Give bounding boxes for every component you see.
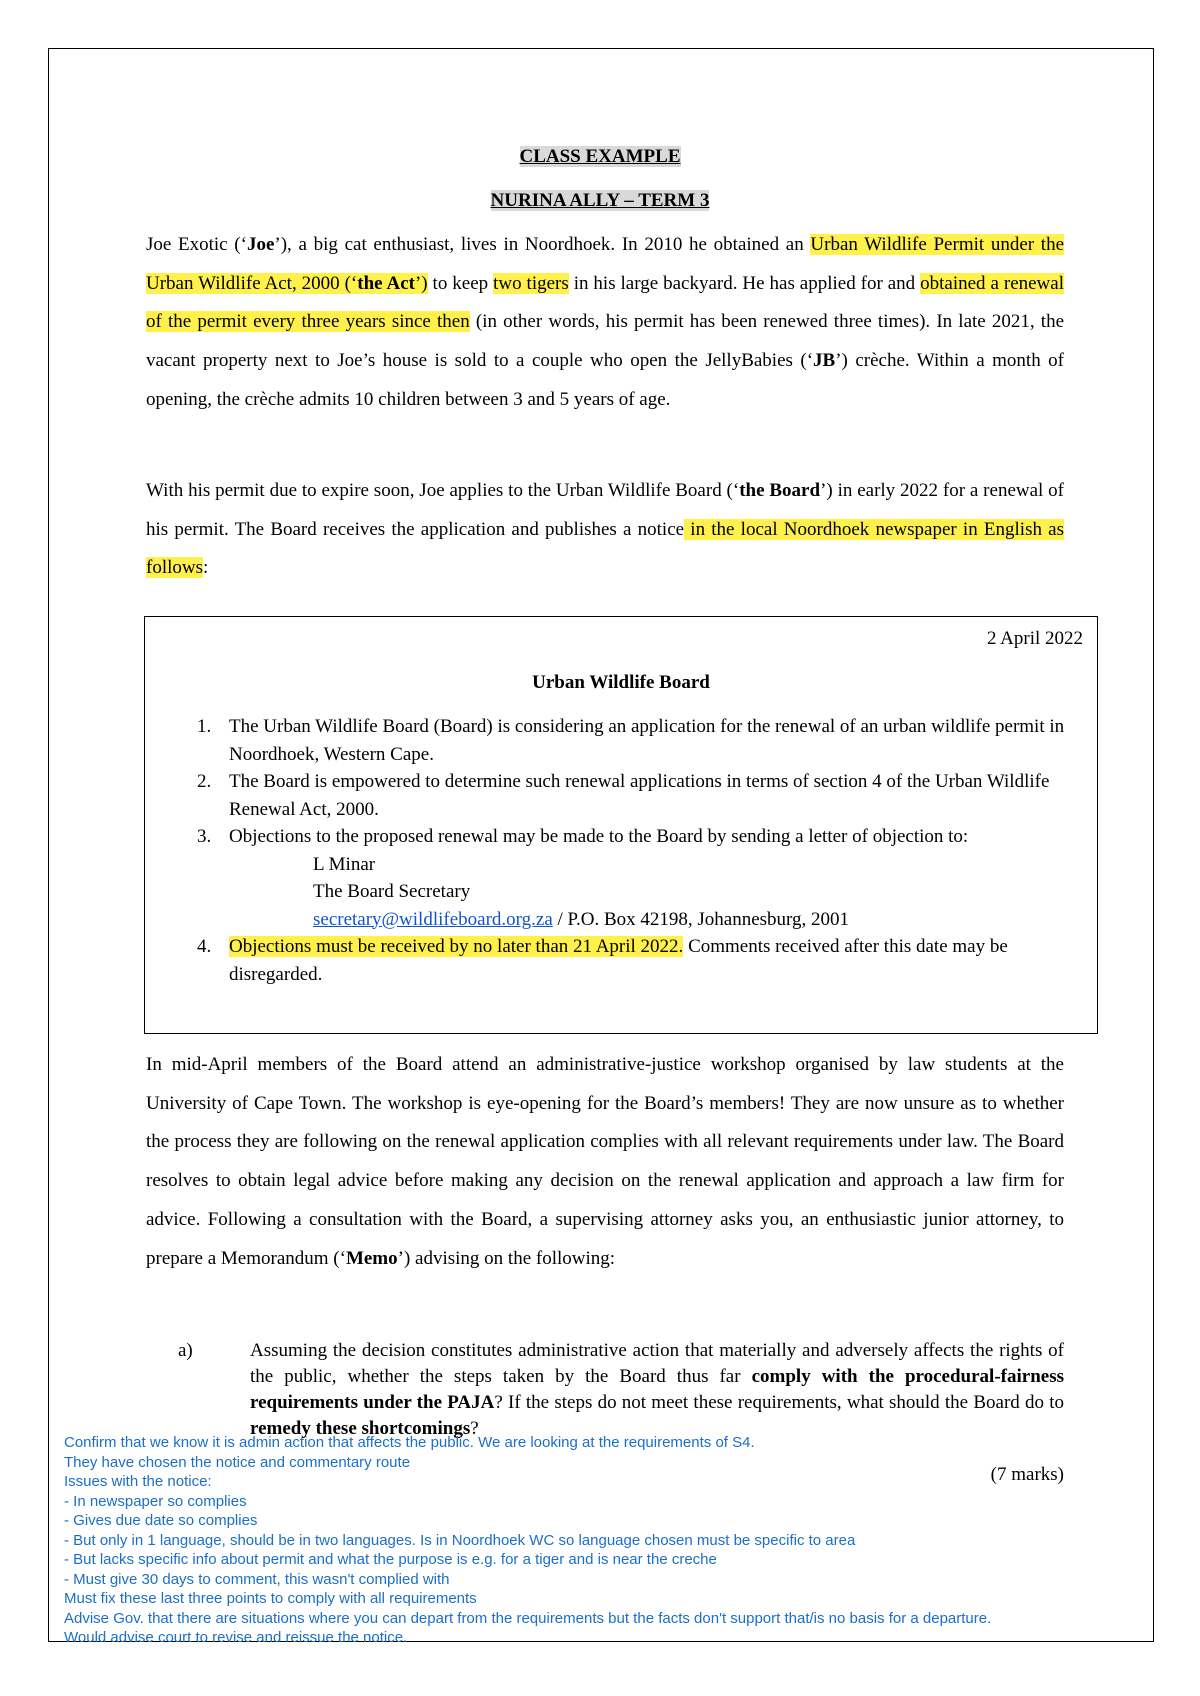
comment-line: They have chosen the notice and commentary route <box>64 1453 411 1471</box>
document-subtitle: NURINA ALLY – TERM 3 <box>490 190 710 211</box>
notice-item: 2. The Board is empowered to determine such renewal applications in terms of section 4 of the Urban Wildlife Renewal Act, 2000. <box>197 771 1050 820</box>
document-title: CLASS EXAMPLE <box>519 146 681 167</box>
email-link[interactable]: secretary@wildlifeboard.org.za <box>313 908 553 930</box>
marks-allocation: (7 marks) <box>990 1464 1064 1485</box>
question-label: a) <box>178 1340 193 1361</box>
highlight-permit: Urban Wildlife Permit under the Urban Wildlife Act, 2000 (‘the Act’) <box>146 234 1065 294</box>
comment-line: Would advise court to revise and reissue the notice. <box>64 1629 408 1646</box>
address-name: L Minar <box>313 853 376 875</box>
question-a: a) Assuming the decision constitutes administrative action that materially and adversely affects the rights of the public, whether the steps taken by the Board thus far comply with the procedural-fairness requirements under the PAJA? If the steps do not meet these requirements, what should the Board do to remedy these shortcomings? <box>178 1340 1064 1439</box>
facts-paragraph-3: In mid-April members of the Board attend an administrative-justice workshop organised by law students at the University of Cape Town. The workshop is eye-opening for the Board’s members! They are now unsure as to whether the process they are following on the renewal application complies with all relevant requirements under law. The Board resolves to obtain legal advice before making any decision on the renewal application and approach a law firm for advice. Following a consultation with the Board, a supervising attorney asks you, an enthusiastic junior attorney, to prepare a Memorandum (‘Memo’) advising on the following: <box>146 1054 1064 1269</box>
notice-item: 3. Objections to the proposed renewal may be made to the Board by sending a letter of objection to: <box>197 826 969 847</box>
notice-item: 1. The Urban Wildlife Board (Board) is considering an application for the renewal of an urban wildlife permit in Noordhoek, Western Cape. <box>197 716 1065 765</box>
notice-item: 4. Objections must be received by no later than 21 April 2022. Comments received after this date may be disregarded. <box>197 936 1008 985</box>
postal-address: / P.O. Box 42198, Johannesburg, 2001 <box>552 908 850 930</box>
highlight-newspaper: in the local Noordhoek newspaper in English as follows <box>146 518 1064 579</box>
highlight-deadline: Objections must be received by no later than 21 April 2022. <box>229 936 684 957</box>
newspaper-notice-box <box>144 616 1098 1034</box>
comment-line: - But only in 1 language, should be in two languages. Is in Noordhoek WC so language chosen must be specific to area <box>64 1531 856 1549</box>
annotation-comments <box>64 1433 1154 1648</box>
comment-line: Confirm that we know it is admin action that affects the public. We are looking at the requirements of S4. <box>64 1434 755 1451</box>
address-role: The Board Secretary <box>313 881 471 902</box>
facts-paragraph-1: Joe Exotic (‘Joe’), a big cat enthusiast, lives in Noordhoek. In 2010 he obtained an Urban Wildlife Permit under the Urban Wildlife Act, 2000 (‘the Act’) to keep two tigers in his large backyard. He has applied for and obtained a renewal of the permit every three years since then (in other words, his permit has been renewed three times). In late 2021, the vacant property next to Joe’s house is sold to a couple who open the JellyBabies (‘JB’) crèche. Within a month of opening, the crèche admits 10 children between 3 and 5 years of age. <box>146 234 1065 410</box>
facts-paragraph-2: With his permit due to expire soon, Joe applies to the Urban Wildlife Board (‘the Board’) in early 2022 for a renewal of his permit. The Board receives the application and publishes a notice in the local Noordhoek newspaper in English as follows: <box>146 480 1064 579</box>
comment-line: - Must give 30 days to comment, this wasn't complied with <box>64 1570 450 1588</box>
highlight-renewal: obtained a renewal of the permit every three years since then <box>146 272 1064 333</box>
notice-address <box>177 851 1082 934</box>
highlight-tigers: two tigers <box>493 272 569 294</box>
comment-line: - But lacks specific info about permit and what the purpose is e.g. for a tiger and is near the creche <box>64 1551 717 1568</box>
comment-line: - In newspaper so complies <box>64 1492 247 1510</box>
notice-list <box>177 713 1082 988</box>
notice-title: Urban Wildlife Board <box>532 672 710 693</box>
comment-line: Advise Gov. that there are situations where you can depart from the requirements but the facts don't support that/is no basis for a departure. <box>64 1609 992 1627</box>
comment-line: - Gives due date so complies <box>64 1512 258 1529</box>
comment-line: Must fix these last three points to comply with all requirements <box>64 1590 477 1607</box>
notice-date: 2 April 2022 <box>986 628 1083 649</box>
comment-line: Issues with the notice: <box>64 1473 212 1490</box>
